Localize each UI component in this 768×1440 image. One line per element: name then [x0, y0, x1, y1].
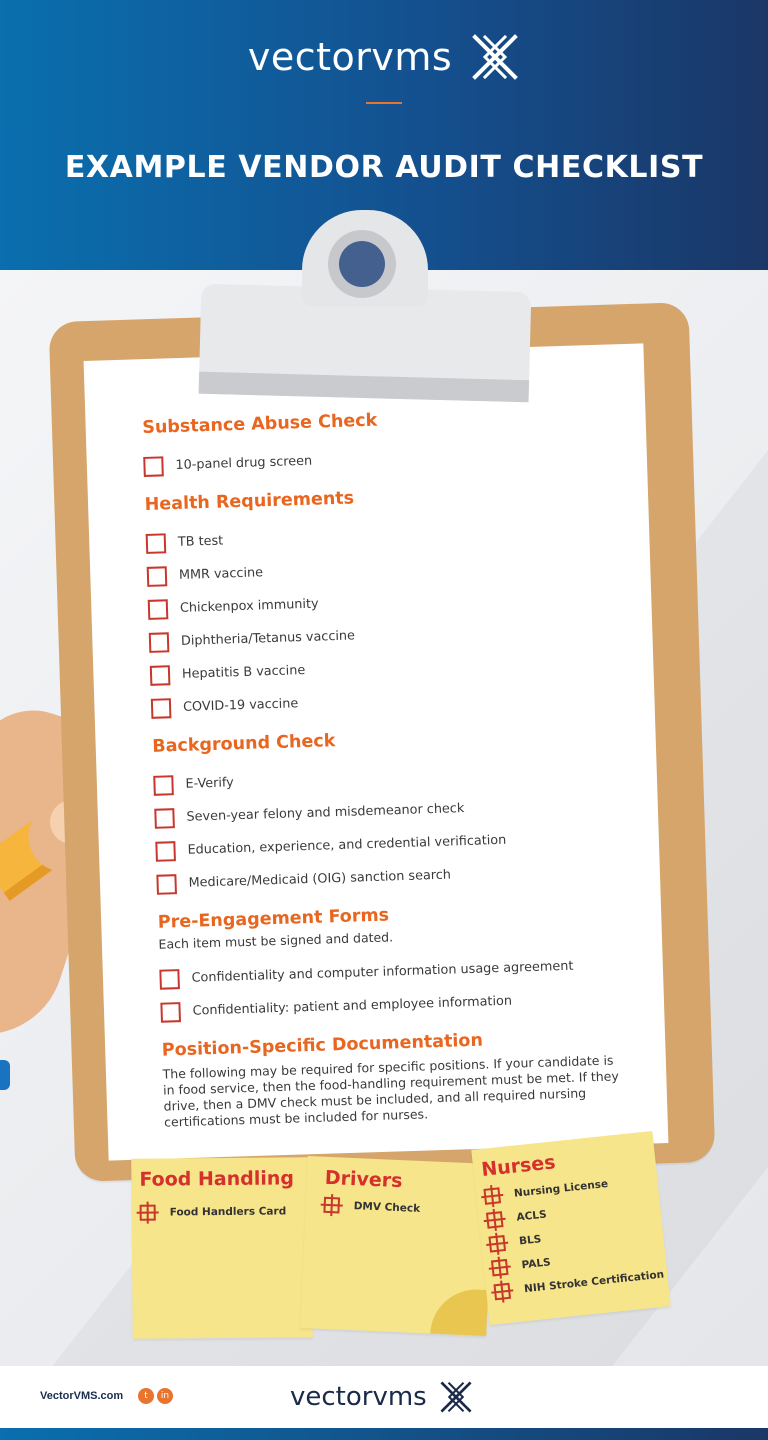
checkbox[interactable] — [488, 1235, 506, 1253]
checklist-item[interactable]: Diphtheria/Tetanus vaccine — [149, 611, 640, 659]
checkbox[interactable] — [155, 841, 176, 862]
checklist — [142, 403, 655, 1143]
checkbox[interactable] — [159, 969, 180, 990]
twitter-icon[interactable]: t — [138, 1388, 154, 1404]
checkbox[interactable] — [491, 1259, 509, 1277]
linkedin-icon[interactable]: in — [157, 1388, 173, 1404]
checkbox[interactable] — [153, 775, 174, 796]
checkbox[interactable] — [146, 533, 167, 554]
sticky-item[interactable]: Nursing License — [483, 1171, 654, 1205]
header-divider — [366, 102, 402, 104]
checklist-item[interactable]: MMR vaccine — [146, 545, 637, 593]
checkbox[interactable] — [147, 566, 168, 587]
vector-x-logo-icon — [439, 1380, 473, 1414]
checkbox[interactable] — [323, 1197, 340, 1214]
checklist-item[interactable]: Medicare/Medicaid (OIG) sanction search — [156, 852, 647, 900]
sticky-item[interactable]: Food Handlers Card — [140, 1203, 295, 1220]
sticky-item[interactable]: DMV Check — [323, 1197, 420, 1217]
side-tab — [0, 1060, 10, 1090]
sticky-note-nurses — [471, 1131, 670, 1325]
checklist-item[interactable]: COVID-19 vaccine — [151, 676, 642, 724]
section-pre-engagement-forms — [158, 897, 651, 1028]
section-title: Substance Abuse Check — [142, 410, 378, 438]
checkbox[interactable] — [150, 665, 171, 686]
checkbox[interactable] — [486, 1211, 504, 1229]
vector-x-logo-icon — [470, 32, 520, 82]
checkbox[interactable] — [160, 1002, 181, 1023]
sticky-item[interactable]: ACLS — [486, 1195, 657, 1229]
checklist-item[interactable]: E-Verify — [153, 753, 644, 801]
section-paragraph: The following may be required for specific positions. If your candidate is in food service, then the food-handling requirement must be met. If they drive, then a DMV check must be included, and all required nursing certifications must be included for nurses. — [162, 1052, 619, 1130]
checkbox[interactable] — [483, 1187, 501, 1205]
website-link[interactable]: VectorVMS.com — [40, 1390, 124, 1402]
section-background-check — [152, 721, 647, 900]
sticky-item[interactable]: BLS — [488, 1219, 659, 1253]
checklist-item[interactable]: TB test — [145, 512, 636, 560]
page-title: EXAMPLE VENDOR AUDIT CHECKLIST — [64, 150, 704, 185]
checklist-item[interactable]: Hepatitis B vaccine — [150, 643, 641, 691]
footer — [0, 1366, 768, 1428]
checklist-item[interactable]: Chickenpox immunity — [147, 578, 638, 626]
sticky-note-drivers — [300, 1156, 493, 1336]
section-title: Position-Specific Documentation — [161, 1030, 484, 1061]
checkbox[interactable] — [154, 808, 175, 829]
section-note: Each item must be signed and dated. — [158, 929, 394, 952]
section-title: Health Requirements — [144, 488, 355, 515]
sticky-item[interactable]: NIH Stroke Certification — [493, 1267, 664, 1301]
section-position-specific — [162, 1025, 655, 1130]
checklist-item[interactable]: Education, experience, and credential verification — [155, 819, 646, 867]
sticky-title: Drivers — [324, 1166, 403, 1193]
checklist-item[interactable]: Confidentiality and computer information usage agreement — [159, 947, 650, 995]
sticky-title: Food Handling — [139, 1167, 295, 1191]
footer-wordmark: vectorvms — [290, 1382, 427, 1412]
checkbox[interactable] — [140, 1205, 156, 1221]
brand — [0, 32, 768, 82]
checklist-item[interactable]: Confidentiality: patient and employee information — [160, 980, 651, 1028]
footer-brand — [290, 1380, 473, 1414]
checklist-item[interactable]: Seven-year felony and misdemeanor check — [154, 786, 645, 834]
brand-wordmark: vectorvms — [247, 35, 453, 79]
checklist-item[interactable]: 10-panel drug screen — [143, 435, 634, 483]
section-substance-abuse — [142, 403, 634, 483]
checkbox[interactable] — [143, 456, 164, 477]
checkbox[interactable] — [148, 599, 169, 620]
checkbox[interactable] — [151, 698, 172, 719]
checkbox[interactable] — [156, 874, 177, 895]
clipboard-hole-inner — [339, 241, 385, 287]
checkbox[interactable] — [493, 1283, 511, 1301]
checkbox[interactable] — [149, 632, 170, 653]
page-curl — [430, 1288, 488, 1336]
footer-bar — [0, 1428, 768, 1440]
sticky-item[interactable]: PALS — [491, 1243, 662, 1277]
section-title: Background Check — [152, 731, 336, 757]
sticky-note-food-handling — [131, 1157, 313, 1339]
section-health-requirements — [144, 480, 641, 725]
sticky-title: Nurses — [480, 1151, 557, 1181]
section-title: Pre-Engagement Forms — [157, 905, 390, 933]
